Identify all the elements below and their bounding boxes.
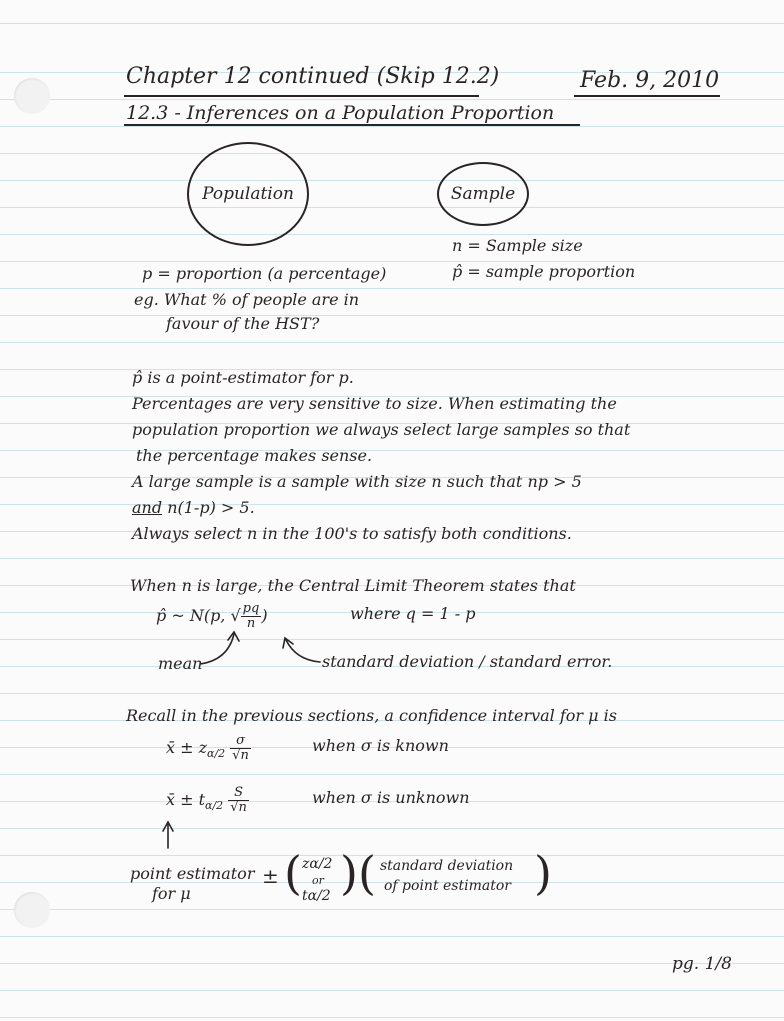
ci1-den: √n	[232, 748, 249, 763]
ci2-when: when σ is unknown	[312, 788, 470, 807]
paren-right-1: )	[340, 846, 358, 900]
clt-where: where q = 1 - p	[350, 604, 476, 623]
crit-t: tα/2	[302, 888, 331, 904]
crit-or: or	[312, 874, 324, 887]
body-line-1: p̂ is a point-estimator for p.	[132, 368, 354, 387]
ci1-when: when σ is known	[312, 736, 449, 755]
paren-right-2: )	[534, 846, 552, 900]
clt-dist-prefix: p̂ ~ N(p, √	[156, 606, 241, 625]
p-definition: p = proportion (a percentage)	[142, 264, 387, 283]
sample-label: Sample	[450, 184, 516, 204]
ci2-den: √n	[230, 800, 247, 815]
page-number: pg. 1/8	[672, 954, 732, 974]
body-line-3: population proportion we always select large samples so that	[132, 420, 631, 439]
crit-z: zα/2	[302, 856, 333, 872]
ci1-prefix: x̄ ± z	[166, 738, 208, 757]
clt-intro: When n is large, the Central Limit Theorem states that	[130, 576, 576, 595]
ci1-sub: α/2	[207, 747, 226, 761]
ci2-num: S	[228, 786, 249, 801]
plus-minus: ±	[262, 864, 279, 888]
clt-frac-num: pq	[242, 601, 260, 616]
paren-left-1: (	[284, 846, 302, 900]
date: Feb. 9, 2010	[580, 68, 720, 93]
population-label: Population	[202, 184, 294, 204]
body-line-5: A large sample is a sample with size n such that np > 5	[132, 472, 582, 491]
body-line-7: Always select n in the 100's to satisfy both conditions.	[132, 524, 572, 543]
point-estimator-line-1: point estimator	[130, 864, 255, 883]
ci2-sub: α/2	[205, 799, 224, 813]
ci1-num: σ	[230, 734, 251, 749]
chapter-title: Chapter 12 continued (Skip 12.2)	[126, 64, 500, 89]
paren-left-2: (	[358, 846, 376, 900]
sd-point-line-2: of point estimator	[384, 878, 511, 894]
sd-point-line-1: standard deviation	[380, 858, 514, 874]
point-estimator-line-2: for μ	[152, 884, 191, 903]
clt-frac-den: n	[246, 616, 256, 631]
and-word: and	[132, 498, 163, 517]
ci2-prefix: x̄ ± t	[166, 790, 206, 809]
example-line-1: eg. What % of people are in	[134, 290, 360, 309]
body-line-4: the percentage makes sense.	[136, 446, 373, 465]
mean-label: mean	[158, 654, 203, 673]
n-definition: n = Sample size	[452, 236, 583, 255]
body-line-6-rest: n(1-p) > 5.	[167, 498, 255, 517]
phat-definition: p̂ = sample proportion	[452, 262, 636, 281]
clt-dist-suffix: )	[261, 606, 268, 625]
recall-intro: Recall in the previous sections, a confidence interval for μ is	[126, 706, 617, 725]
sd-label: standard deviation / standard error.	[322, 652, 613, 671]
example-line-2: favour of the HST?	[166, 314, 320, 333]
section-title: 12.3 - Inferences on a Population Proportion	[126, 102, 555, 124]
body-line-2: Percentages are very sensitive to size. When estimating the	[132, 394, 617, 413]
